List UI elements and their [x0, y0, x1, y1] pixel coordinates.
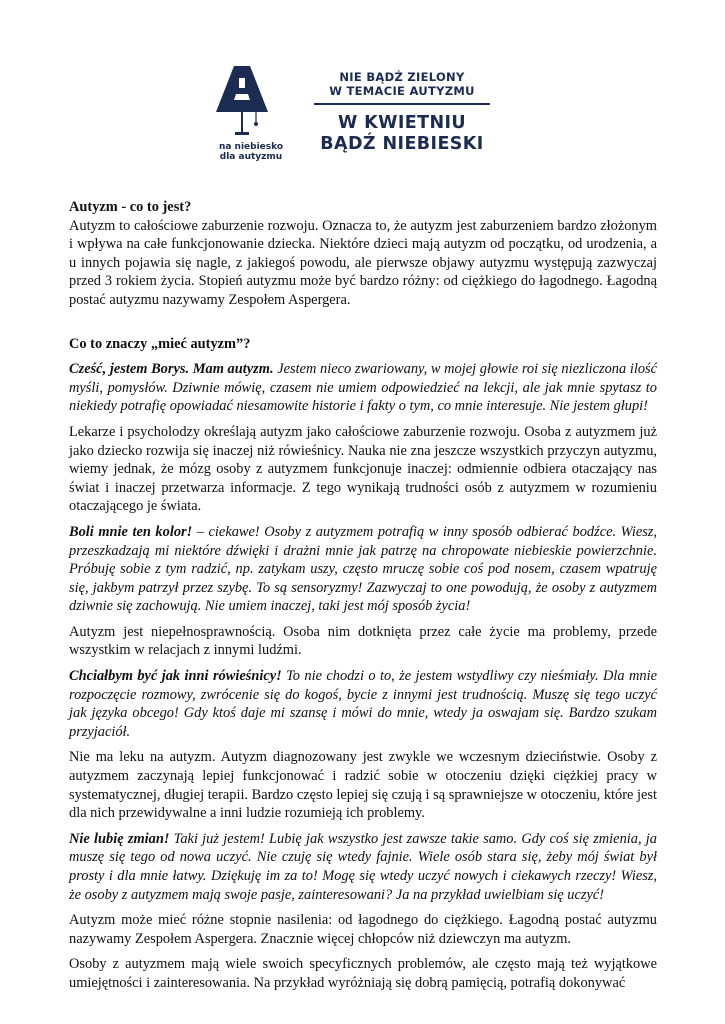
paragraph-no-cure: Nie ma leku na autyzm. Autyzm diagnozowany jest zwykle we wczesnym dzieciństwie. Osoby z autyzmem zaczynają lepiej funkcjonować i radzić sobie w otoczeniu dzięki ciężkiej pracy w systematycznej, długiej terapii. Bardzo często lepiej się czują i są sprawniejsze w otoczeniu, które jest dla nich przewidywalne a inni ludzie rozumieją ich problemy.: [69, 749, 657, 822]
logo-caption: [214, 142, 288, 162]
paragraph-severity: Autyzm może mieć różne stopnie nasilenia: od łagodnego do ciężkiego. Łagodną postać autyzmu nazywamy Zespołem Aspergera. Znacznie więcej chłopców niż dziewczyn ma autyzm.: [69, 912, 657, 947]
campaign-slogan: [314, 70, 490, 155]
logo-caption-line2: dla autyzmu: [219, 152, 283, 162]
slogan-line3: W KWIETNIU: [337, 113, 467, 133]
slogan-line2: W TEMACIE AUTYZMU: [329, 84, 475, 98]
quote-lead: Chciałbym być jak inni rówieśnicy!: [69, 668, 282, 685]
paragraph-skills: Osoby z autyzmem mają wiele swoich specyficznych problemów, ale często mają też wyjątkowe umiejętności i zainteresowania. Na przykład wyróżniają się dobrą pamięcią, potrafią dokonywać: [69, 956, 657, 991]
article-body: [69, 198, 657, 1000]
quote-color: [69, 523, 657, 616]
quote-borys: [69, 360, 657, 416]
slogan-divider: [314, 103, 490, 105]
paragraph-doctors: Lekarze i psycholodzy określają autyzm jako całościowe zaburzenie rozwoju. Osoba z autyzmem już jako dziecko rozwija się inaczej niż rówieśnicy. Nauka nie zna jeszcze wszystkich przyczyn autyzmu, wiemy jednak, że mózg osoby z autyzmem funkcjonuje inaczej: odmiennie odbiera otaczający nas świat i inaczej przetwarza informacje. Z tego wynikają trudności osób z autyzmem w rozumieniu otaczającego je świata.: [69, 423, 657, 515]
spacer: [69, 317, 657, 335]
quote-text: Jestem nieco zwariowany, w mojej głowie roi się niezliczona ilość myśli, pomysłów. Dziwnie mówię, czasem nie umiem odpowiedzieć na lekcji, ale jak mnie spytasz to niekiedy potrafię opowiadać niesamowite historie i fakty o tym, co mnie interesuje. Nie jestem głupi!: [69, 361, 658, 415]
slogan-line4: BĄDŹ NIEBIESKI: [320, 134, 484, 154]
logo-caption-line1: na niebiesko: [218, 142, 284, 152]
paragraph-disability: Autyzm jest niepełnosprawnością. Osoba nim dotknięta przez całe życie ma problemy, przede wszystkim w relacjach z innymi ludźmi.: [69, 623, 657, 659]
section-title-what-is-autism: Autyzm - co to jest?: [69, 199, 192, 215]
section-title-having-autism: Co to znaczy „mieć autyzm”?: [69, 335, 251, 352]
quote-lead: Nie lubię zmian!: [69, 830, 170, 847]
quote-lead: Boli mnie ten kolor!: [69, 523, 193, 540]
quote-peers: [69, 667, 657, 741]
quote-text: Taki już jestem! Lubię jak wszystko jest zawsze takie samo. Gdy coś się zmienia, ja muszę się tego od nowa uczyć. Nie czuję się wtedy fajnie. Wiele osób stara się, żeby mój świat był prosty i dla mnie łatwy. Dziękuję im za to! Mogę się wtedy uczyć nowych i ciekawych rzeczy! Wiesz, że osoby z autyzmem mają swoje pasje, zainteresowani? Ja na przykład uwielbiam się uczyć!: [69, 830, 657, 903]
slogan-line1: NIE BĄDŹ ZIELONY: [339, 70, 465, 84]
quote-changes: [69, 830, 657, 904]
header-banner: [0, 0, 725, 175]
quote-lead: Cześć, jestem Borys. Mam autyzm.: [69, 361, 274, 378]
quote-text: To nie chodzi o to, że jestem wstydliwy czy nieśmiały. Dla mnie rozpoczęcie rozmowy, zwrócenie się do kogoś, bycie z innymi jest trudnością. Muszę się tego uczyć jak języka obcego! Gdy ktoś daje mi szansę i mówi do mnie, wtedy ja oswajam się. Bardzo szukam przyjaciół.: [69, 668, 657, 740]
quote-text: – ciekawe! Osoby z autyzmem potrafią w inny sposób odbierać bodźce. Wiesz, przeszkadzają mi niektóre dźwięki i drażni mnie jak patrzę na chropowate niebieskie powierzchnie. Próbuję sobie z tym radzić, np. zatykam uszy, często mruczę sobie coś pod nosem, czasem wpatruję się, jakbym patrzył przez szybę. To są sensoryzmy! Zazwyczaj to one powodują, że osoby z autyzmem dziwnie się zachowują. Nie umiem inaczej, taki jest mój sposób życia!: [69, 523, 658, 615]
paragraph-definition: Autyzm to całościowe zaburzenie rozwoju. Oznacza to, że autyzm jest zaburzeniem bardzo złożonym i wpływa na całe funkcjonowanie dziecka. Niektóre dzieci mają autyzm od początku, od urodzenia, a u innych pojawia się nagle, z jakiegoś powodu, ale pierwsze objawy autyzmu występują zazwyczaj przed 3 rokiem życia. Stopień autyzmu może być bardzo różny: od ciężkiego do łagodnego. Łagodną postać autyzmu nazywamy Zespołem Aspergera.: [69, 217, 657, 308]
